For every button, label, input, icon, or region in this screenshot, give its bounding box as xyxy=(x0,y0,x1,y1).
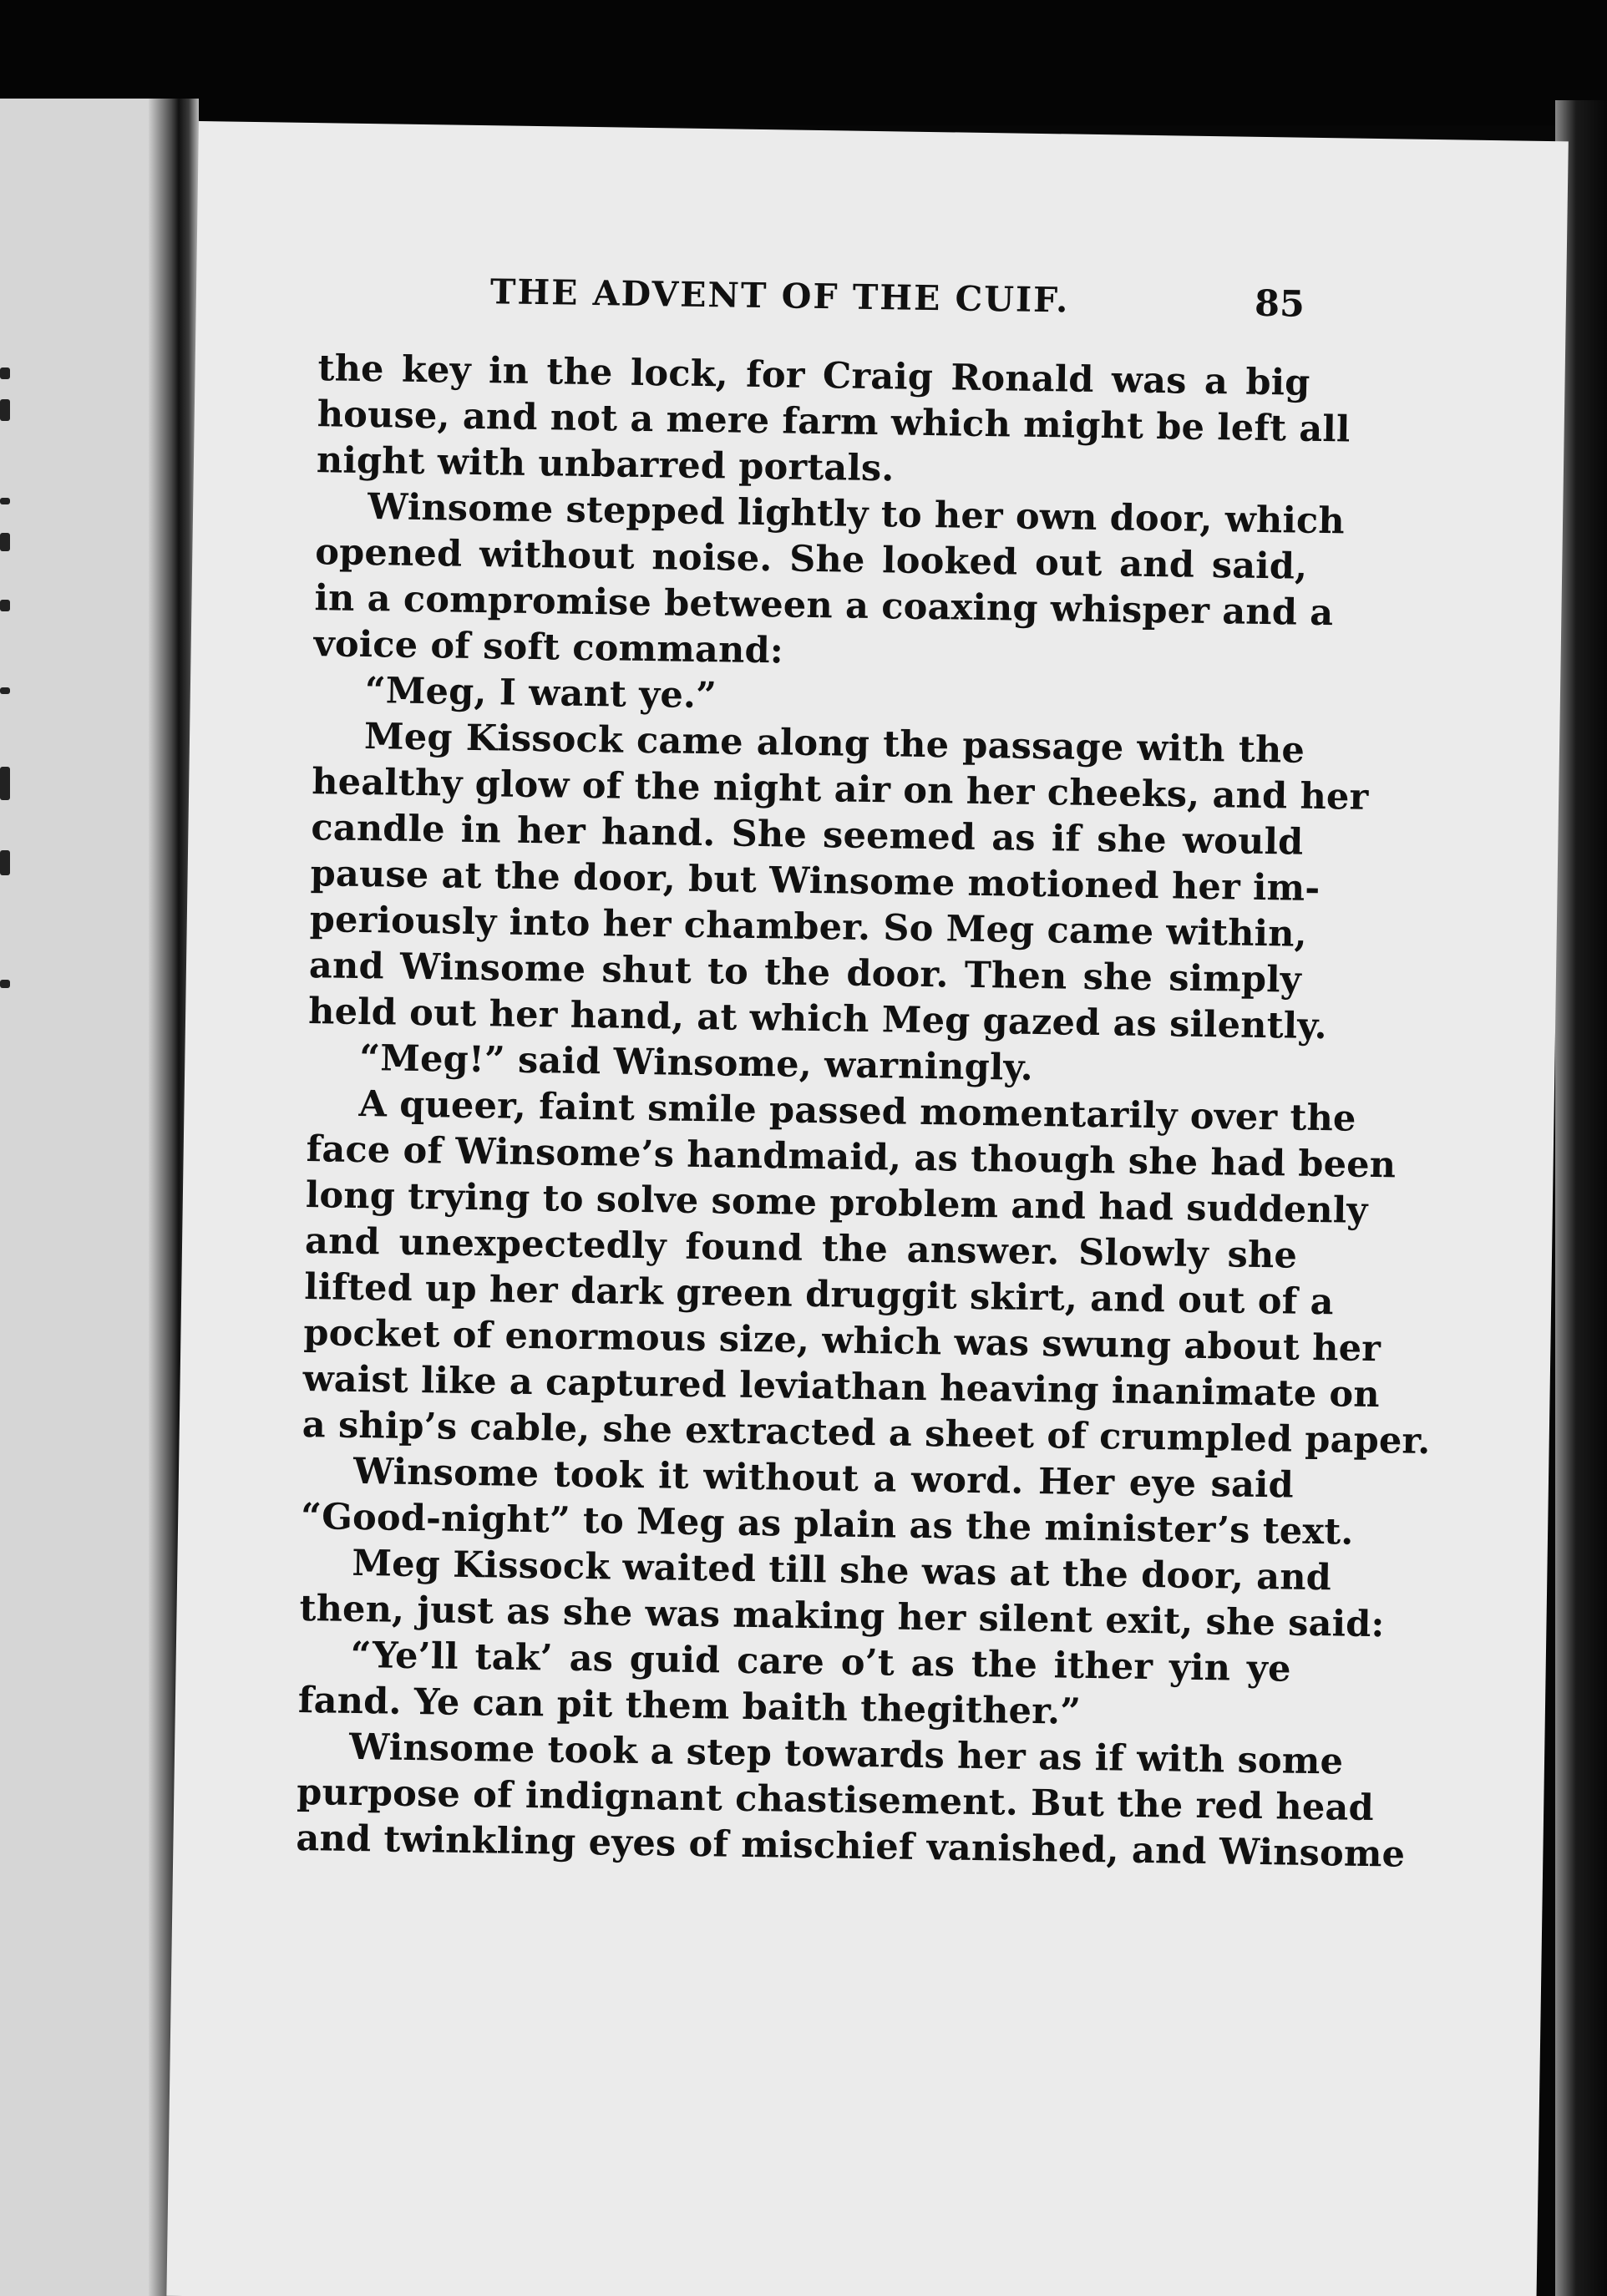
text-line: healthy glow of the night air on her cheeks, and her xyxy=(311,761,1369,819)
text-line: Winsome stepped lightly to her own door, which xyxy=(367,486,1346,543)
text-line: face of Winsome’s handmaid, as though she had been xyxy=(306,1128,1397,1187)
text-line: A queer, faint smile passed momentarily over the xyxy=(358,1082,1356,1140)
facing-page-text-fragment xyxy=(0,399,10,421)
text-line: fand. Ye can pit them baith thegither.” xyxy=(297,1679,1082,1733)
text-line: “Ye’ll tak’ as guid care o’t as the ither yin ye xyxy=(350,1634,1292,1690)
text-line: and unexpectedly found the answer. Slowly she xyxy=(304,1220,1298,1277)
text-line: and twinkling eyes of mischief vanished, and Winsome xyxy=(296,1817,1406,1876)
page-content xyxy=(296,269,1431,1876)
text-line: waist like a captured leviathan heaving inanimate on xyxy=(302,1358,1381,1417)
text-line: night with unbarred portals. xyxy=(316,439,895,490)
text-line: “Good-night” to Meg as plain as the minister’s text. xyxy=(300,1495,1354,1553)
text-line: pocket of enormous size, which was swung about her xyxy=(303,1312,1381,1371)
facing-page-text-fragment xyxy=(0,367,10,379)
text-line: Meg Kissock came along the passage with the xyxy=(363,716,1305,772)
page-number: 85 xyxy=(1254,282,1305,326)
text-line: the key in the lock, for Craig Ronald was a big xyxy=(317,347,1310,404)
text-line: “Meg, I want ye.” xyxy=(364,670,717,717)
running-title: THE ADVENT OF THE CUIF. xyxy=(489,271,1070,321)
text-line: Winsome took it without a word. Her eye said xyxy=(352,1450,1295,1507)
text-line: opened without noise. She looked out and said, xyxy=(314,531,1308,588)
text-line: house, and not a mere farm which might be left all xyxy=(317,393,1351,451)
scan-background-top xyxy=(0,0,1607,125)
facing-page-text-fragment xyxy=(0,980,10,988)
text-line: and Winsome shut to the door. Then she simply xyxy=(308,945,1302,1001)
facing-page-text-fragment xyxy=(0,850,10,875)
book-page xyxy=(166,121,1568,2296)
text-line: periously into her chamber. So Meg came within, xyxy=(309,899,1308,955)
text-line: candle in her hand. She seemed as if she would xyxy=(311,807,1304,864)
facing-page-text-fragment xyxy=(0,533,10,551)
text-line: a ship’s cable, she extracted a sheet of crumpled paper. xyxy=(302,1404,1431,1463)
text-line: in a compromise between a coaxing whisper and a xyxy=(314,577,1334,635)
text-line: purpose of indignant chastisement. But the red head xyxy=(296,1771,1375,1830)
facing-page-text-fragment xyxy=(0,687,10,694)
text-line: pause at the door, but Winsome motioned her im- xyxy=(310,853,1321,910)
facing-page-text-fragment xyxy=(0,498,10,504)
facing-page-text-fragment xyxy=(0,767,10,800)
text-line: long trying to solve some problem and had suddenly xyxy=(305,1174,1368,1232)
text-line: voice of soft command: xyxy=(313,623,784,672)
text-line: lifted up her dark green druggit skirt, and out of a xyxy=(303,1266,1334,1324)
text-line: Meg Kissock waited till she was at the door, and xyxy=(352,1542,1332,1599)
running-header xyxy=(318,269,1311,342)
facing-page-text-fragment xyxy=(0,600,10,611)
text-line: then, just as she was making her silent exit, she said: xyxy=(299,1587,1385,1646)
text-line: held out her hand, at which Meg gazed as silently. xyxy=(307,991,1328,1048)
text-line: Winsome took a step towards her as if with some xyxy=(348,1726,1344,1783)
body-text xyxy=(296,346,1431,1876)
text-line: “Meg!” said Winsome, warningly. xyxy=(359,1036,1034,1089)
